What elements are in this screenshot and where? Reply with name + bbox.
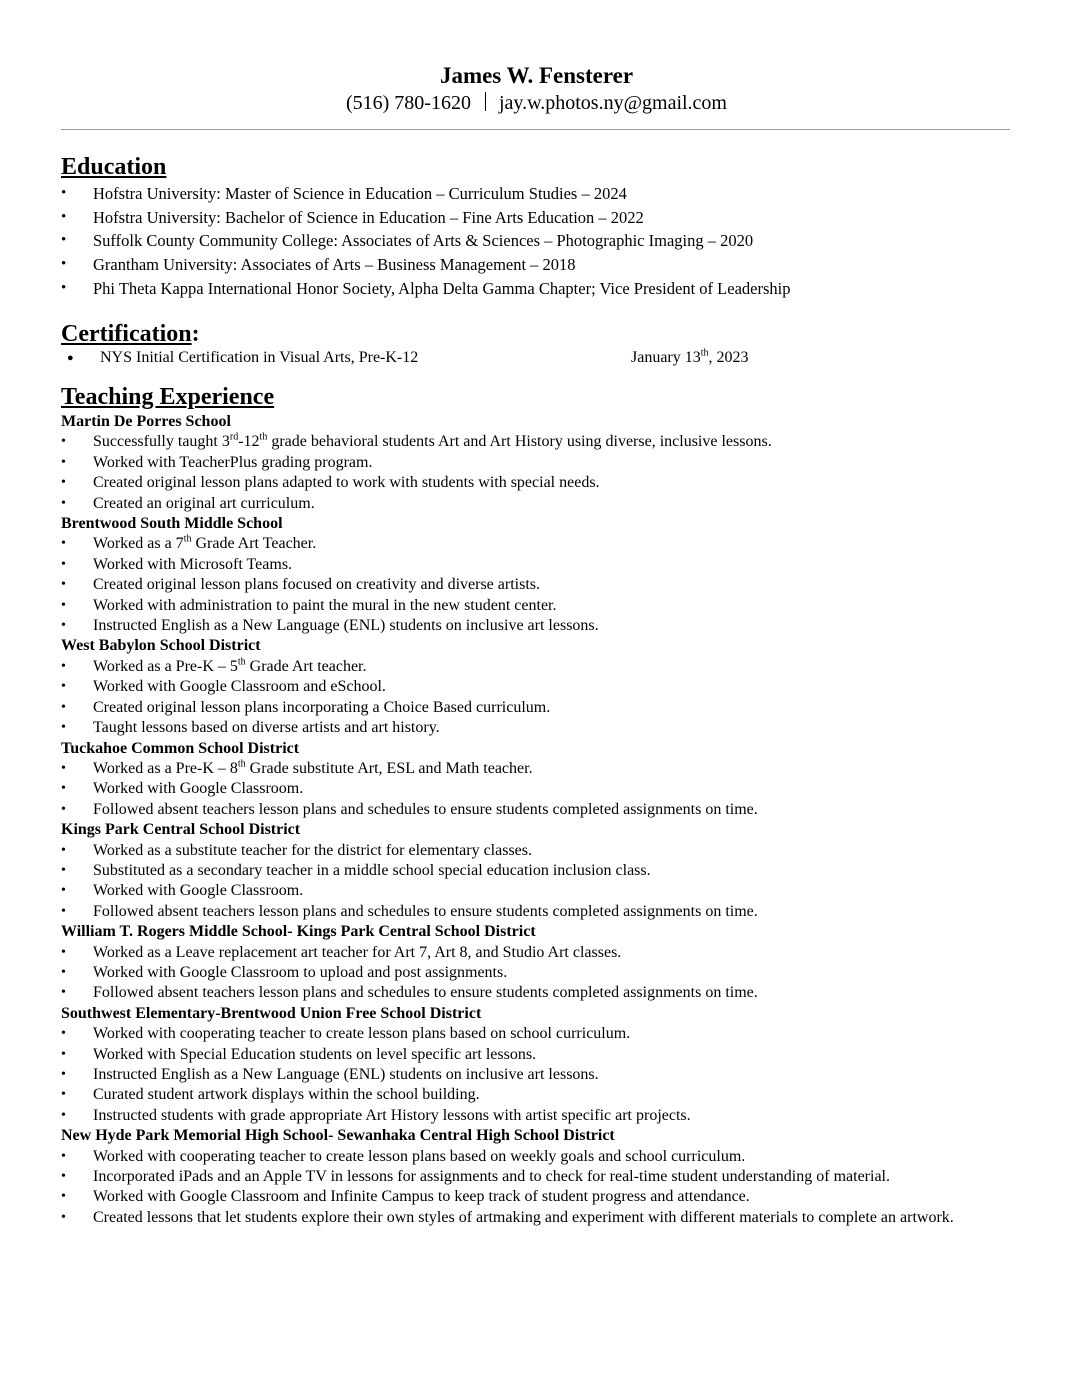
bullet-icon: •: [61, 208, 67, 225]
bullet-icon: •: [61, 1148, 66, 1164]
education-item-text: Phi Theta Kappa International Honor Society, Alpha Delta Gamma Chapter; Vice President of Leadership: [93, 278, 791, 298]
bullet-icon: •: [61, 256, 67, 273]
job-duty-text: grade behavioral students Art and Art History using diverse, inclusive lessons.: [267, 433, 772, 451]
job-duty-text: Created original lesson plans incorporating a Choice Based curriculum.: [93, 698, 551, 716]
job-duty-item: [61, 534, 1001, 554]
job-duty-text: Worked as a Leave replacement art teacher for Art 7, Art 8, and Studio Art classes.: [93, 943, 622, 961]
job-duty-item: [61, 698, 1001, 718]
bullet-icon: •: [61, 964, 66, 980]
certification-date: January 13th, 2023: [631, 347, 749, 366]
job-duty-item: [61, 779, 1001, 799]
education-item-text: Hofstra University: Bachelor of Science in Education – Fine Arts Education – 2022: [93, 207, 644, 227]
job-duty-text: Worked with Google Classroom.: [93, 780, 304, 798]
job-duty-text: Grade Art teacher.: [245, 657, 367, 675]
job-duty-list: [61, 759, 1001, 820]
job-duty-text: Incorporated iPads and an Apple TV in lessons for assignments and to check for real-time student understanding of material.: [93, 1168, 890, 1186]
job-duty-item: [61, 555, 1001, 575]
job-duty-item: [61, 575, 1001, 595]
job-duty-item: [61, 983, 1001, 1003]
bullet-icon: •: [61, 1209, 66, 1225]
job-duty-item: [61, 1106, 1001, 1126]
job-duty-list: [61, 841, 1001, 923]
job-duty-item: [61, 596, 1001, 616]
bullet-icon: •: [61, 760, 66, 776]
job-duty-text: Created an original art curriculum.: [93, 494, 315, 512]
education-list: [61, 182, 1001, 301]
job-duty-text: Worked with Microsoft Teams.: [93, 555, 293, 573]
job-duty-text: -12: [238, 433, 260, 451]
job-duty-text: Worked with Google Classroom.: [93, 882, 304, 900]
bullet-icon: •: [61, 279, 67, 296]
bullet-icon: •: [61, 699, 66, 715]
bullet-icon: •: [61, 720, 66, 736]
bullet-icon: •: [61, 1169, 66, 1185]
education-item-text: Hofstra University: Master of Science in Education – Curriculum Studies – 2024: [93, 184, 627, 203]
employer-name: William T. Rogers Middle School- Kings Park Central School District: [61, 923, 536, 941]
job-duty-item: [61, 800, 1001, 820]
bullet-icon: •: [61, 679, 66, 695]
certification-heading: [61, 320, 200, 348]
job-duty-item: [61, 1208, 1001, 1228]
job-duty-item: [61, 657, 1001, 677]
job-duty-text: Successfully taught 3: [93, 433, 230, 451]
job-duty-item: [61, 494, 1001, 514]
bullet-icon: •: [61, 556, 66, 572]
job-duty-list: [61, 432, 1001, 514]
ordinal-suffix: th: [259, 432, 268, 444]
bullet-icon: •: [61, 1087, 66, 1103]
bullet-icon: •: [61, 536, 66, 552]
bullet-icon: •: [61, 475, 66, 491]
ordinal-suffix: th: [183, 534, 192, 546]
job-duty-text: Substituted as a secondary teacher in a middle school special education inclusion class.: [93, 861, 651, 879]
job-duty-item: [61, 1024, 1001, 1044]
employer-name: Martin De Porres School: [61, 413, 231, 430]
bullet-icon: •: [61, 1189, 66, 1205]
job-duty-text: Taught lessons based on diverse artists and art history.: [93, 719, 440, 737]
job-duty-item: [61, 432, 1001, 452]
job-duty-item: [61, 1187, 1001, 1207]
bullet-icon: •: [61, 985, 66, 1001]
bullet-icon: •: [61, 862, 66, 878]
education-item: [61, 206, 1001, 230]
job-duty-text: Followed absent teachers lesson plans and schedules to ensure students completed assignments on time.: [93, 800, 758, 818]
job-duty-list: [61, 1147, 1001, 1229]
employer-name: Kings Park Central School District: [61, 821, 301, 839]
ordinal-suffix: th: [237, 758, 246, 770]
bullet-icon: •: [61, 1067, 66, 1082]
job-duty-text: Instructed students with grade appropriate Art History lessons with artist specific art projects.: [93, 1106, 691, 1124]
bullet-icon: •: [61, 658, 66, 674]
job-duty-item: [61, 1045, 1001, 1065]
bullet-icon: •: [61, 842, 66, 858]
job-duty-text: Worked with cooperating teacher to create lesson plans based on school curriculum.: [93, 1025, 631, 1043]
bullet-icon: •: [61, 1026, 66, 1042]
job-duty-list: [61, 1024, 1001, 1126]
certification-heading-colon: :: [191, 321, 200, 347]
bullet-icon: •: [61, 434, 66, 450]
bullet-icon: •: [61, 495, 66, 511]
job-duty-text: Worked with Google Classroom to upload and post assignments.: [93, 963, 508, 981]
education-item: [61, 182, 1001, 206]
job-duty-text: Worked with Special Education students on level specific art lessons.: [93, 1045, 537, 1063]
job-duty-text: Worked with cooperating teacher to create lesson plans based on weekly goals and school curriculum.: [93, 1147, 746, 1165]
candidate-name: James W. Fensterer: [439, 63, 634, 88]
job-duty-item: [61, 677, 1001, 697]
job-duty-text: Instructed English as a New Language (ENL) students on inclusive art lessons.: [93, 617, 599, 635]
job-duty-item: [61, 1167, 1001, 1187]
job-duty-item: [61, 881, 1001, 901]
education-item-text: Grantham University: Associates of Arts – Business Management – 2018: [93, 255, 576, 275]
employer-name: Southwest Elementary-Brentwood Union Free School District: [61, 1004, 482, 1022]
job-duty-text: Worked as a Pre-K – 5: [93, 657, 238, 675]
job-duty-text: Grade substitute Art, ESL and Math teacher.: [245, 759, 533, 777]
job-duty-item: [61, 1147, 1001, 1167]
job-duty-text: Grade Art Teacher.: [191, 535, 317, 553]
job-duty-text: Worked with TeacherPlus grading program.: [93, 453, 373, 471]
bullet-icon: •: [61, 232, 67, 249]
ordinal-suffix: th: [237, 656, 246, 668]
job-duty-text: Worked with Google Classroom and eSchool.: [93, 678, 386, 696]
bullet-icon: •: [61, 944, 66, 960]
certification-name: NYS Initial Certification in Visual Arts, Pre-K-12: [100, 349, 419, 366]
certification-list: [61, 347, 1001, 369]
job-duty-item: [61, 861, 1001, 881]
certification-heading-text: Certification: [61, 321, 192, 347]
certification-item: [61, 347, 1001, 369]
job-duty-list: [61, 534, 1001, 636]
job-duty-list: [61, 657, 1001, 739]
job-duty-item: [61, 943, 1001, 963]
job-duty-text: Worked as a Pre-K – 8: [93, 759, 238, 777]
bullet-icon: •: [61, 597, 66, 613]
job-duty-item: [61, 473, 1001, 493]
bullet-icon: •: [61, 618, 66, 634]
job-duty-text: Created lessons that let students explore their own styles of artmaking and experiment with different materials to complete an artwork.: [93, 1208, 954, 1226]
bullet-icon: •: [61, 801, 66, 817]
employer-name: Brentwood South Middle School: [61, 515, 283, 533]
job-duty-item: [61, 963, 1001, 983]
ordinal-suffix: rd: [229, 432, 239, 444]
teaching-experience-heading: Teaching Experience: [61, 384, 275, 410]
job-duty-item: [61, 718, 1001, 738]
bullet-icon: •: [61, 1046, 66, 1062]
employer-name: West Babylon School District: [61, 637, 261, 655]
contact-separator: [485, 92, 486, 111]
education-heading: Education: [61, 154, 167, 180]
job-duty-item: [61, 759, 1001, 779]
job-duty-item: [61, 1065, 1001, 1085]
job-duty-text: Worked with Google Classroom and Infinite Campus to keep track of student progress and attendance.: [93, 1188, 750, 1206]
job-duty-item: [61, 453, 1001, 473]
bullet-icon: ●: [67, 352, 74, 364]
education-item: [61, 277, 1001, 301]
bullet-icon: •: [61, 781, 66, 797]
bullet-icon: •: [61, 883, 66, 899]
bullet-icon: •: [61, 185, 67, 201]
header-divider: [61, 129, 1010, 130]
job-duty-item: [61, 1085, 1001, 1105]
bullet-icon: •: [61, 577, 66, 593]
employer-name: Tuckahoe Common School District: [61, 739, 300, 757]
job-duty-text: Worked with administration to paint the mural in the new student center.: [93, 596, 557, 614]
job-duty-text: Created original lesson plans focused on creativity and diverse artists.: [93, 576, 540, 594]
bullet-icon: •: [61, 454, 66, 470]
phone-number: (516) 780-1620: [345, 92, 471, 114]
contact-line: [0, 90, 1073, 116]
employer-name: New Hyde Park Memorial High School- Sewanhaka Central High School District: [61, 1127, 615, 1145]
job-duty-item: [61, 841, 1001, 861]
job-duty-text: Followed absent teachers lesson plans and schedules to ensure students completed assignments on time.: [93, 984, 758, 1002]
job-duty-text: Worked as a 7: [93, 535, 184, 553]
job-duty-text: Followed absent teachers lesson plans and schedules to ensure students completed assignments on time.: [93, 902, 758, 920]
bullet-icon: •: [61, 903, 66, 919]
job-duty-item: [61, 616, 1001, 636]
education-item: [61, 253, 1001, 277]
job-duty-text: Instructed English as a New Language (ENL) students on inclusive art lessons.: [93, 1066, 599, 1083]
job-duty-text: Curated student artwork displays within the school building.: [93, 1086, 480, 1104]
job-duty-text: Worked as a substitute teacher for the district for elementary classes.: [93, 841, 532, 859]
education-item: [61, 229, 1001, 253]
email-address: jay.w.photos.ny@gmail.com: [498, 92, 727, 114]
education-item-text: Suffolk County Community College: Associates of Arts & Sciences – Photographic Imaging – 2020: [93, 231, 754, 251]
job-duty-item: [61, 902, 1001, 922]
experience-list: [61, 412, 1001, 1228]
bullet-icon: •: [61, 1107, 66, 1123]
job-duty-list: [61, 943, 1001, 1004]
job-duty-text: Created original lesson plans adapted to work with students with special needs.: [93, 474, 600, 492]
